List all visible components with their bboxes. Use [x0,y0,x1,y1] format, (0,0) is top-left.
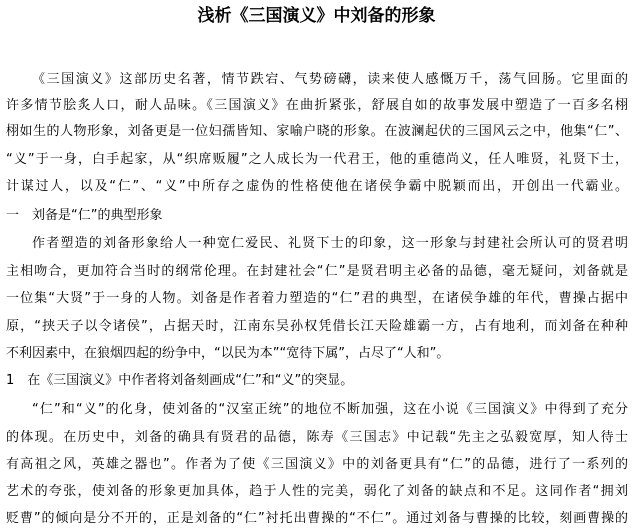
paragraph-2-line-5: 不利因素中，在狼烟四起的纷争中，“以民为本”“宽待下属”，占尽了“人和”。 [6,346,450,361]
document-title: 浅析《三国演义》中刘备的形象 [197,6,436,26]
paragraph-2-line-4: 原，“挟天子以令诸侯”，占据天时，江南东吴孙权凭借长江天险雄霸一方，占有地利，而刘备在种种 [6,319,628,334]
paragraph-3-line-2: 的体现。在历史中，刘备的确具有贤君的品德，陈寿《三国志》中记载“先主之弘毅宽厚，知人待士 [6,430,628,445]
paragraph-1-line-1: 《三国演义》这部历史名著，情节跌宕、气势磅礴，读来使人感慨万千，荡气回肠。它里面的 [32,72,628,87]
paragraph-2-line-3: 一位集“大贤”于一身的人物。刘备是作者着力塑造的“仁”君的典型，在诸侯争雄的年代，曹操占据中 [6,291,628,306]
paragraph-2-line-1: 作者塑造的刘备形象给人一种宽仁爱民、礼贤下士的印象，这一形象与封建社会所认可的贤君明 [32,236,628,251]
paragraph-3-line-3: 有高祖之风，英雄之器也”。作者为了使《三国演义》中的刘备更具有“仁”的品德，进行了一系列的 [6,457,628,472]
paragraph-1-line-3: 栩如生的人物形象，刘备更是一位妇孺皆知、家喻户晓的形象。在波澜起伏的三国风云之中，他集“仁”、 [6,124,628,139]
paragraph-2-line-2: 主相吻合，更加符合当时的纲常伦理。在封建社会“仁”是贤君明主必备的品德，毫无疑问，刘备就是 [6,264,628,279]
section-heading-1: 一 刘备是“仁”的典型形象 [6,208,163,223]
subsection-heading-1: 1 在《三国演义》中作者将刘备刻画成“仁”和“义”的突显。 [6,373,354,388]
paragraph-3-line-4: 艺术的夸张，使刘备的形象更加具体，趋于人性的完美，弱化了刘备的缺点和不足。这同作者“拥刘 [6,484,628,499]
paragraph-1-line-4: “义”于一身，白手起家，从“织席贩履”之人成长为一代君王，他的重德尚义，任人唯贤，礼贤下士， [6,152,628,167]
paragraph-1-line-2: 许多情节脍炙人口，耐人品味。《三国演义》在曲折紧张，舒展自如的故事发展中塑造了一百多名栩 [6,98,628,113]
paragraph-1-line-5: 计谋过人，以及“仁”、“义”中所存之虚伪的性格使他在诸侯争霸中脱颖而出，开创出一代霸业。 [6,179,628,194]
paragraph-3-line-5: 贬曹”的倾向是分不开的，正是刘备的“仁”衬托出曹操的“不仁”。通过刘备与曹操的比较，刻画曹操的 [6,511,628,526]
paragraph-3-line-1: “仁”和“义”的化身，使刘备的“汉室正统”的地位不断加强，这在小说《三国演义》中得到了充分 [32,402,628,417]
